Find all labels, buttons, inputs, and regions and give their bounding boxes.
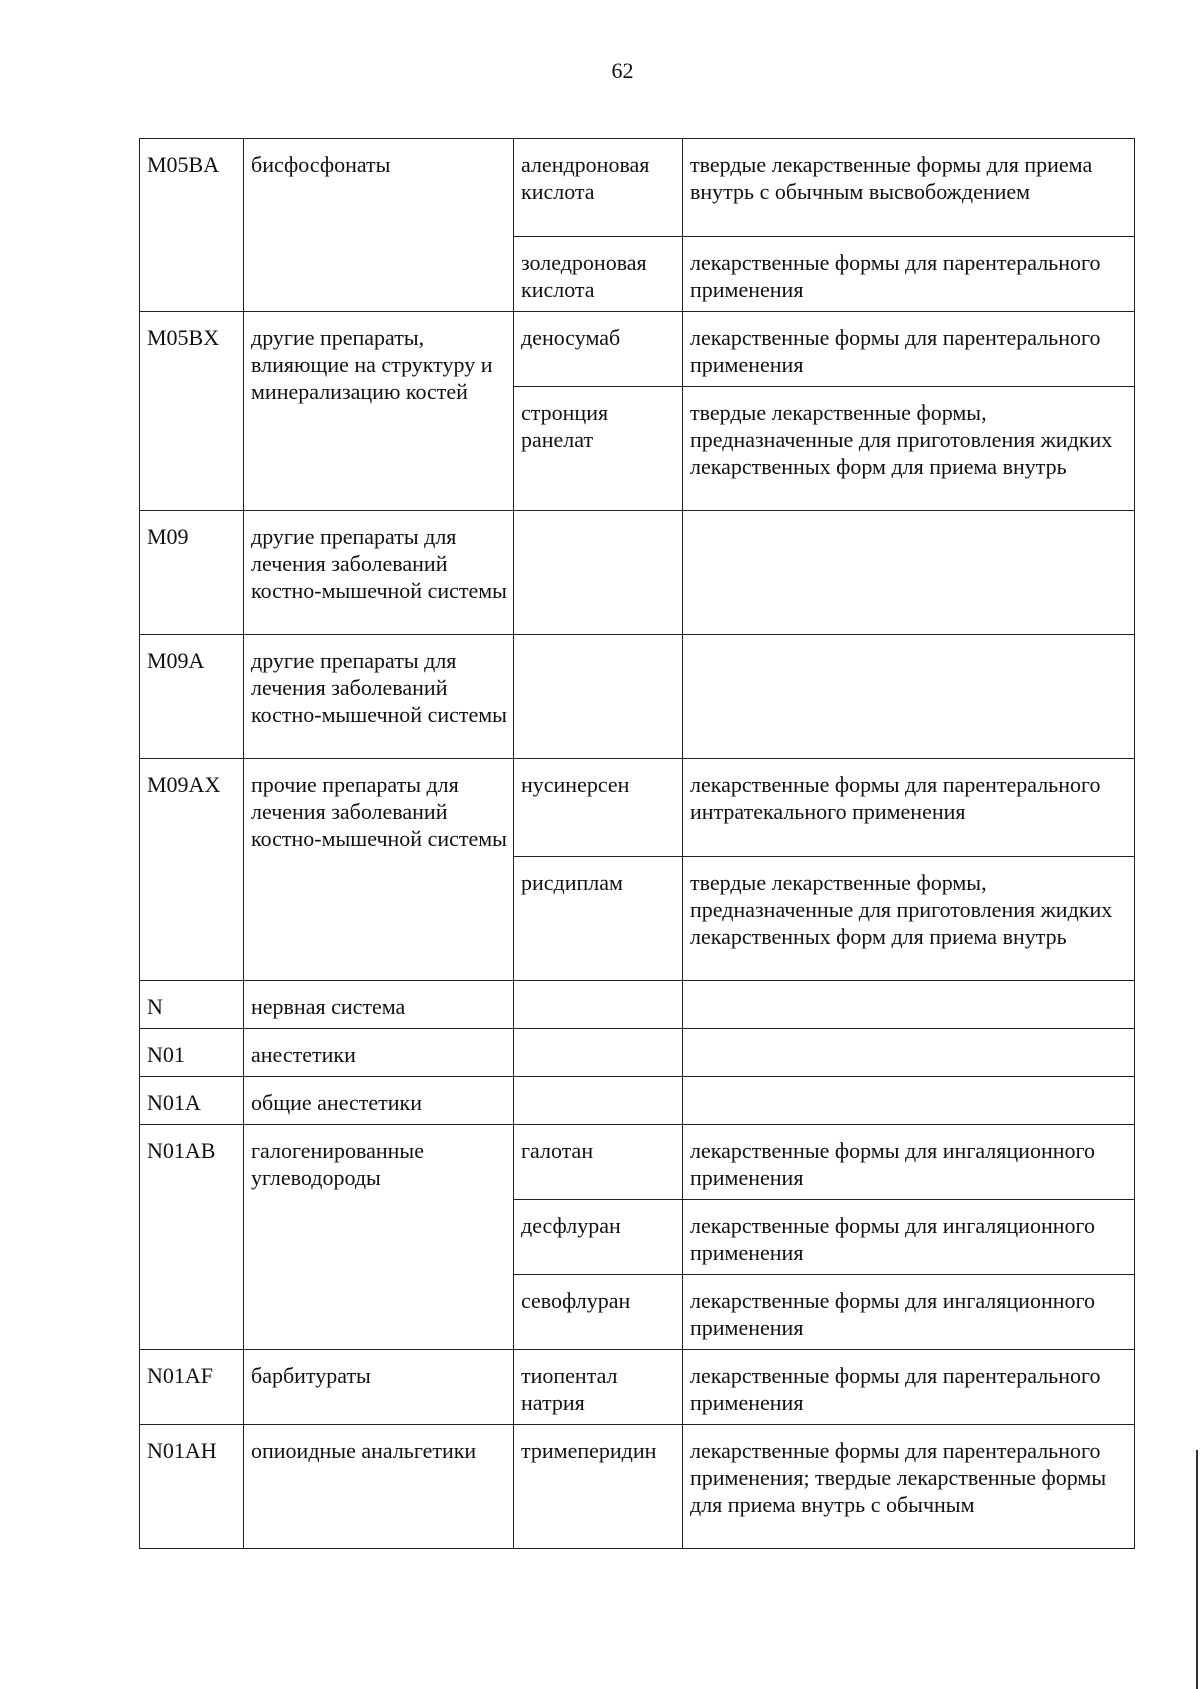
atc-code-cell: N01A — [140, 1077, 244, 1125]
drug-name-cell: тиопентал натрия — [514, 1350, 683, 1425]
drug-name-cell: деносумаб — [514, 312, 683, 387]
dosage-form-cell: лекарственные формы для парентерального применения — [683, 312, 1135, 387]
table-row — [140, 1350, 1135, 1425]
drug-name-cell — [514, 1077, 683, 1125]
dosage-form-cell — [683, 1029, 1135, 1077]
group-name-cell: бисфосфонаты — [244, 139, 514, 312]
dosage-form-cell: лекарственные формы для ингаляционного применения — [683, 1275, 1135, 1350]
group-name-cell: галогенированные углеводороды — [244, 1125, 514, 1350]
dosage-form-cell: твердые лекарственные формы, предназначенные для приготовления жидких лекарственных форм для приема внутрь — [683, 857, 1135, 981]
table-row — [140, 759, 1135, 857]
dosage-form-cell: лекарственные формы для парентерального применения; твердые лекарственные формы для приема внутрь с обычным — [683, 1425, 1135, 1549]
drug-name-cell: севофлуран — [514, 1275, 683, 1350]
drug-name-cell: галотан — [514, 1125, 683, 1200]
drug-name-cell: нусинерсен — [514, 759, 683, 857]
atc-code-cell: M05BX — [140, 312, 244, 511]
table-row — [140, 1425, 1135, 1549]
atc-code-cell: N — [140, 981, 244, 1029]
table-row — [140, 635, 1135, 759]
drug-name-cell — [514, 635, 683, 759]
table-row — [140, 1029, 1135, 1077]
table-row — [140, 312, 1135, 387]
atc-code-cell: M09 — [140, 511, 244, 635]
atc-code-cell: M09A — [140, 635, 244, 759]
group-name-cell: другие препараты, влияющие на структуру и минерализацию костей — [244, 312, 514, 511]
table-row — [140, 1125, 1135, 1200]
group-name-cell: прочие препараты для лечения заболеваний костно-мышечной системы — [244, 759, 514, 981]
drug-name-cell — [514, 511, 683, 635]
dosage-form-cell: лекарственные формы для парентерального применения — [683, 237, 1135, 312]
table-row — [140, 1077, 1135, 1125]
drug-name-cell: десфлуран — [514, 1200, 683, 1275]
drug-name-cell: стронция ранелат — [514, 387, 683, 511]
dosage-form-cell — [683, 511, 1135, 635]
group-name-cell: другие препараты для лечения заболеваний костно-мышечной системы — [244, 635, 514, 759]
group-name-cell: нервная система — [244, 981, 514, 1029]
dosage-form-cell: твердые лекарственные формы, предназначенные для приготовления жидких лекарственных форм для приема внутрь — [683, 387, 1135, 511]
group-name-cell: барбитураты — [244, 1350, 514, 1425]
table-row — [140, 511, 1135, 635]
group-name-cell: анестетики — [244, 1029, 514, 1077]
dosage-form-cell: лекарственные формы для ингаляционного применения — [683, 1200, 1135, 1275]
drug-name-cell: золедроновая кислота — [514, 237, 683, 312]
drug-name-cell: алендроновая кислота — [514, 139, 683, 237]
page-number: 62 — [611, 58, 634, 83]
atc-code-cell: N01AB — [140, 1125, 244, 1350]
medication-table — [139, 138, 1135, 1549]
dosage-form-cell — [683, 635, 1135, 759]
drug-name-cell: тримеперидин — [514, 1425, 683, 1549]
dosage-form-cell: твердые лекарственные формы для приема внутрь с обычным высвобождением — [683, 139, 1135, 237]
atc-code-cell: N01AF — [140, 1350, 244, 1425]
dosage-form-cell: лекарственные формы для ингаляционного применения — [683, 1125, 1135, 1200]
atc-code-cell: M05BA — [140, 139, 244, 312]
dosage-form-cell — [683, 1077, 1135, 1125]
dosage-form-cell: лекарственные формы для парентерального применения — [683, 1350, 1135, 1425]
atc-code-cell: N01AH — [140, 1425, 244, 1549]
group-name-cell: другие препараты для лечения заболеваний костно-мышечной системы — [244, 511, 514, 635]
atc-code-cell: M09AX — [140, 759, 244, 981]
atc-code-cell: N01 — [140, 1029, 244, 1077]
drug-name-cell — [514, 1029, 683, 1077]
group-name-cell: общие анестетики — [244, 1077, 514, 1125]
scan-edge-line — [1196, 1450, 1198, 1689]
group-name-cell: опиоидные анальгетики — [244, 1425, 514, 1549]
drug-name-cell — [514, 981, 683, 1029]
dosage-form-cell — [683, 981, 1135, 1029]
dosage-form-cell: лекарственные формы для парентерального интратекального применения — [683, 759, 1135, 857]
drug-name-cell: рисдиплам — [514, 857, 683, 981]
table-row — [140, 139, 1135, 237]
table-row — [140, 981, 1135, 1029]
